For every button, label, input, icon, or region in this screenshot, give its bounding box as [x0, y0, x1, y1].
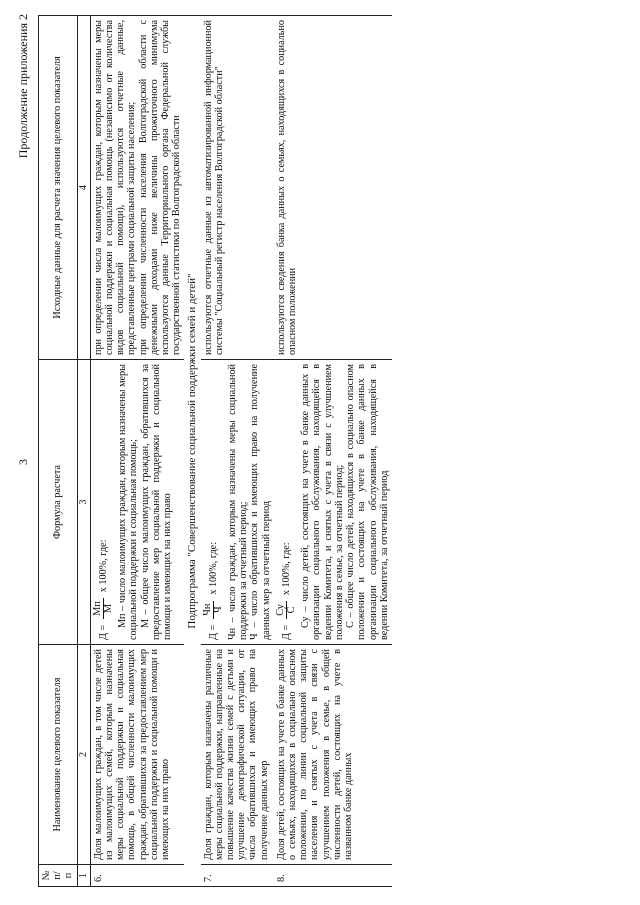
subprogram-title: Подпрограмма "Совершенствование социальной поддержки семей и детей" — [184, 16, 200, 887]
header-number-3: 3 — [77, 360, 90, 645]
header-formula: Формула расчета — [39, 360, 78, 645]
header-source: Исходные данные для расчета значения целевого показателя — [39, 16, 78, 360]
formula-cell — [274, 360, 392, 645]
formula-numerator: Мп — [93, 598, 105, 619]
table-header — [39, 16, 91, 887]
row-number: 6. — [90, 865, 184, 887]
source-cell — [274, 16, 392, 360]
appendix-note: Продолжение приложения 2 — [16, 14, 30, 159]
formula-lhs: Д = — [98, 624, 110, 640]
formula-note: Су – число детей, состоящих на учете в банке данных в организации социального обслуживания, находящейся в ведении Комитета, и снятых с учета в связи с улучшением положения в семье, за отчетный период; — [300, 364, 345, 640]
table-row — [274, 16, 392, 887]
row-number: 7. — [201, 865, 274, 887]
formula — [203, 364, 225, 640]
indicator-name: Доля детей, состоящих на учете в банке данных о семьях, находящихся в социально опасном положении, по линии социальной защиты населения и снятых с учета в связи с улучшением положения в семье, в общей численности детей, состоящих на учете в названном банке данных — [274, 645, 392, 865]
source-text: при определении числа малоимущих граждан, которым назначены меры социальной поддержки и социальная помощь (независимо от количества видов социальной помощи), используются отчетные данные, представленные центрами социальной защиты населения; — [92, 20, 138, 355]
formula-cell — [90, 360, 184, 645]
formula-fraction — [93, 598, 115, 619]
source-text: при определении численности населения Волгоградской области с денежными доходами ниже величины прожиточного минимума используются данные Территориального органа Федеральной службы государственной статистики по Волгоградской области — [137, 20, 183, 355]
header-no: № п/п — [39, 865, 78, 887]
table-row — [90, 16, 184, 887]
row-number: 8. — [274, 865, 392, 887]
header-name: Наименование целевого показателя — [39, 645, 78, 865]
formula-rhs: х 100%, где: — [208, 541, 220, 595]
formula-rhs: х 100%, где: — [98, 539, 110, 593]
formula-note: Чн – число граждан, которым назначены меры социальной поддержки за отчетный период; — [226, 364, 250, 640]
header-number-2: 2 — [77, 645, 90, 865]
formula — [276, 364, 298, 640]
indicators-table — [38, 15, 392, 887]
formula-note: С – общее число детей, находящихся в социально опасном положении и состоящих на учете в банке данных в организации социального обслуживания, находящейся в ведении Комитета, за отчетный период — [345, 364, 390, 640]
header-number-4: 4 — [77, 16, 90, 360]
formula-note: М – общее число малоимущих граждан, обратившихся за предоставление мер социальной поддержки и социальной помощи и имеющих на них право — [139, 364, 173, 640]
formula-lhs: Д = — [208, 624, 220, 640]
formula-denominator: С — [286, 606, 298, 614]
header-number-1: 1 — [77, 865, 90, 887]
formula-fraction — [276, 601, 298, 619]
source-text: используются сведения банка данных о семьях, находящихся в социально опасном положении — [275, 20, 298, 355]
source-text: используются отчетные данные из автоматизированной информационной системы "Социальный регистр населения Волгоградской области" — [202, 20, 225, 355]
formula-rhs: х 100%, где: — [281, 542, 293, 596]
subprogram-row — [184, 16, 200, 887]
indicator-name: Доля малоимущих граждан, в том числе детей из малоимущих семей, которым назначены меры социальной поддержки и социальная помощь, в общей численности малоимущих граждан, обратившихся за предоставлением мер социальной поддержки и социальной помощи и имеющих на них право — [90, 645, 184, 865]
formula-denominator: М — [103, 603, 115, 614]
source-cell — [201, 16, 274, 360]
formula-numerator: Су — [276, 601, 288, 619]
formula-note: Ч – число обратившихся и имеющих право на получение данных мер за отчетный период — [249, 364, 272, 640]
formula-numerator: Чн — [203, 601, 215, 619]
formula-fraction — [203, 601, 225, 619]
indicator-name: Доля граждан, которым назначены различные меры социальной поддержки, направленные на повышение качества жизни семей с детьми и улучшение демографической ситуации, от числа обратившихся и имеющих право на получение данных мер — [201, 645, 274, 865]
formula-denominator: Ч — [213, 606, 225, 614]
page-number: 3 — [16, 459, 30, 465]
formula-cell — [201, 360, 274, 645]
source-cell — [90, 16, 184, 360]
table-row — [201, 16, 274, 887]
formula-note: Мп – число малоимущих граждан, которым назначены меры социальной поддержки и социальная помощь; — [117, 364, 140, 640]
formula — [93, 364, 115, 640]
formula-lhs: Д = — [281, 624, 293, 640]
